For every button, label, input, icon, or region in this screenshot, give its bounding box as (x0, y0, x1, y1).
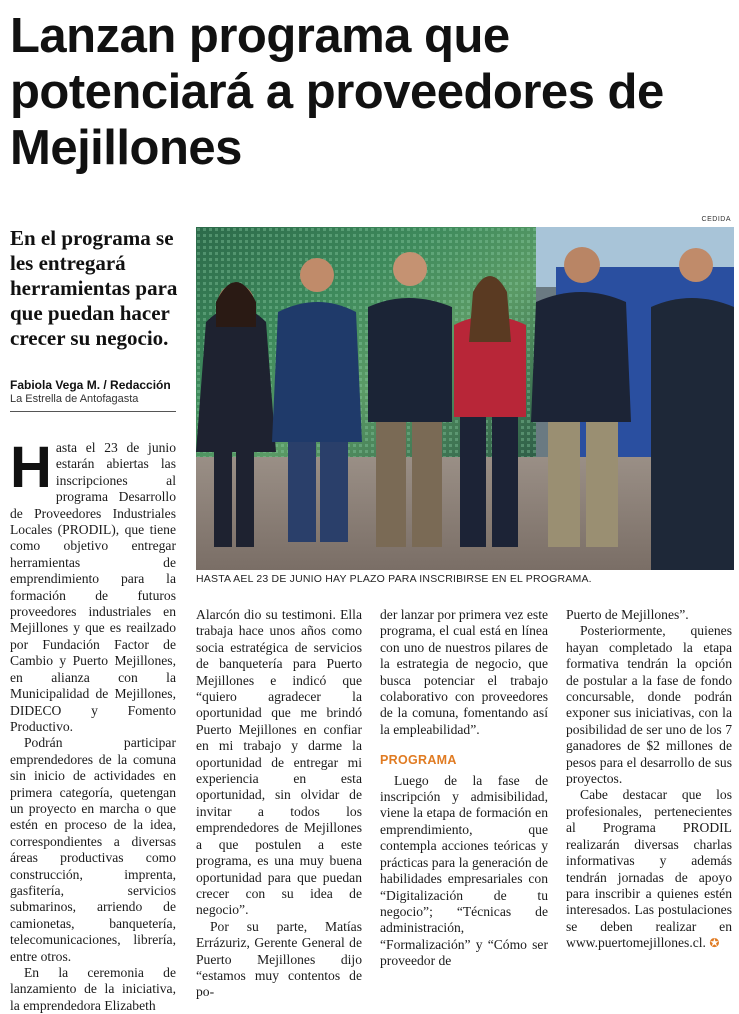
group-photo (196, 227, 734, 570)
column-4 (566, 607, 732, 952)
source-publication: La Estrella de Antofagasta (10, 393, 139, 405)
drop-cap: H (10, 435, 52, 500)
paragraph-6: der lanzar por primera vez este programa, el cual está en línea con uno de nuestros pilares de la estrategia de negocio, que busca potenciar el trabajo colaborativo con proveedores de la comuna, fomentando así la empleabilidad”. (380, 607, 548, 737)
lead-paragraph: En el programa se les entregará herramientas para que puedan hacer crecer su negocio. (10, 226, 178, 350)
photo-credit: CEDIDA (701, 216, 731, 223)
headline: Lanzan programa que potenciará a proveedores de Mejillones (10, 9, 664, 175)
column-2 (196, 607, 362, 1001)
column-1 (10, 435, 176, 1014)
paragraph-5: Por su parte, Matías Errázuriz, Gerente General de Puerto Mejillones dijo “estamos muy contentos de po- (196, 918, 362, 1000)
paragraph-7: Luego de la fase de inscripción y admisibilidad, viene la etapa de formación en emprendimiento, que contempla acciones teóricas y prácticas para la generación de habilidades empresariales con “Digitalización de tu negocio”; “Técnicas de administración, “Formalización” y “Cómo ser proveedor de (380, 772, 548, 969)
paragraph-2: Podrán participar emprendedores de la comuna sin inicio de actividades en primera categoría, quetengan un proyecto en marcha o que estén en proceso de la idea, correspondientes a diversas áreas productivas como construcción, imprenta, gasfitería, servicios submarinos, arriendo de camionetas, banquetería, telecomunicaciones, librería, entre otros. (10, 735, 176, 964)
paragraph-3: En la ceremonia de lanzamiento de la iniciativa, la emprendedora Elizabeth (10, 965, 176, 1013)
paragraph-1: Hasta el 23 de junio estarán abiertas las inscripciones al programa Desarrollo de Proveedores Industriales Locales (PRODIL), que tiene como objetivo entregar herramientas de emprendimiento para la formación de futuros proveedores industriales en Mejillones y que es reailzado por Fundación Factor de Cambio y Puerto Mejillones, en alianza con la Municipalidad de Mejillones, DIDECO y Fomento Productivo. (10, 435, 176, 734)
paragraph-4: Alarcón dio su testimoni. Ella trabaja hace unos años como socia estratégica de servicios de banquetería para Puerto Mejillones e indicó que “quiero agradecer la oportunidad que me brindó Puerto Mejillones en confiar en mi trabajo y darme la oportunidad de entregar mi experiencia en esta oportunidad, sin olvidar de invitar a todos los emprendedores de Mejillones a que postulen a este programa, es una muy buena oportunidad para que puedan crecer con su idea de negocio”. (196, 607, 362, 918)
photo-caption: HASTA AEL 23 DE JUNIO HAY PLAZO PARA INSCRIBIRSE EN EL PROGRAMA. (196, 573, 592, 585)
section-subhead: PROGRAMA (380, 753, 457, 768)
byline: Fabiola Vega M. / Redacción (10, 378, 171, 392)
paragraph-9: Posteriormente, quienes hayan completado la etapa formativa tendrán la opción de postular a la fase de fondo concursable, donde podrán exponer sus iniciativas, con la posibilidad de ser uno de los 7 ganadores de $2 millones de pesos para el desarrollo de sus proyectos. (566, 623, 732, 787)
end-mark-icon: ✪ (709, 936, 720, 951)
paragraph-8: Puerto de Mejillones”. (566, 607, 689, 622)
byline-divider (10, 411, 176, 412)
column-3 (380, 607, 548, 970)
paragraph-10: Cabe destacar que los profesionales, pertenecientes al Programa PRODIL realizarán diversas charlas informativas y además tendrán jornadas de apoyo para inscribir a quienes estén interesados. Las postulaciones se deben realizar en www.puertomejillones.cl. ✪ (566, 787, 732, 951)
